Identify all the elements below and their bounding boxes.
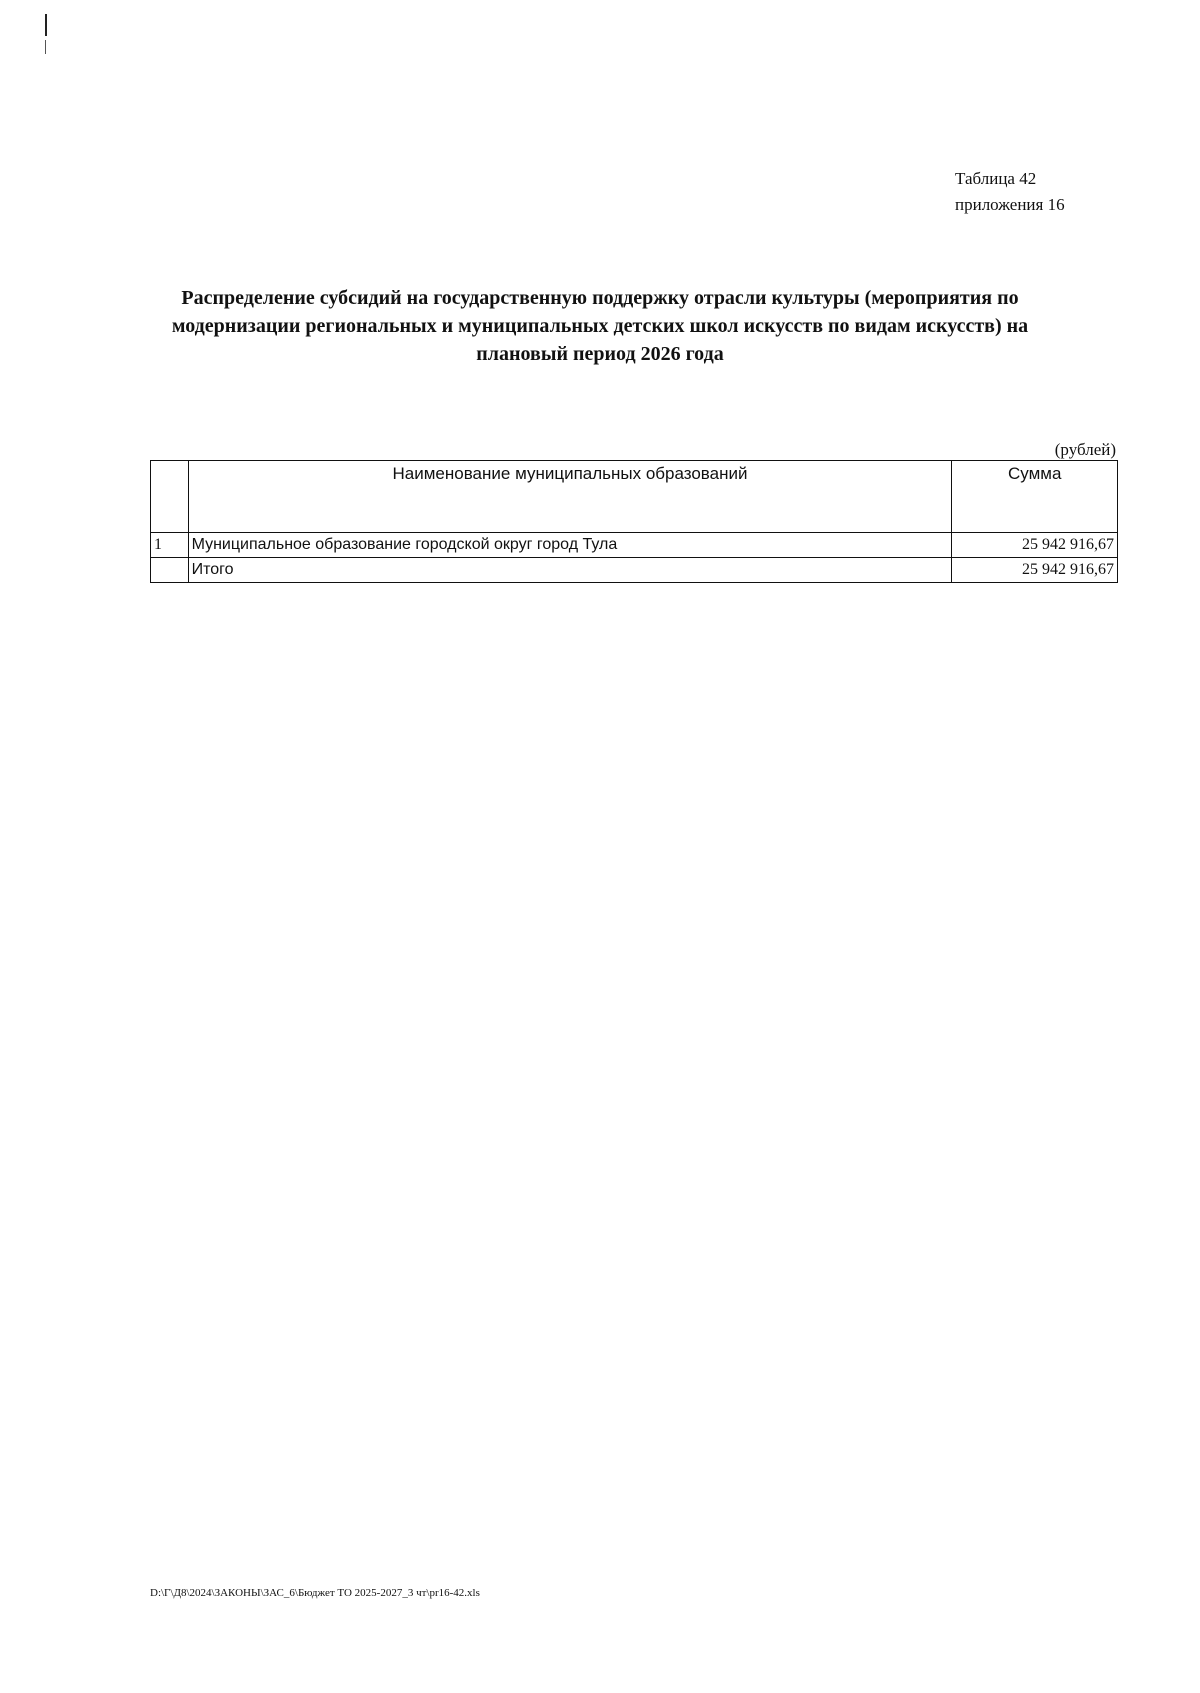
appendix-table-number: Таблица 42 xyxy=(955,169,1037,188)
title-line: Распределение субсидий на государственную поддержку отрасли культуры (мероприятия по xyxy=(181,287,1019,309)
scan-mark xyxy=(45,40,46,54)
row-total-label: Итого xyxy=(188,558,952,583)
units-label: (рублей) xyxy=(1054,440,1116,459)
row-number: 1 xyxy=(151,533,189,558)
document-title xyxy=(150,284,1050,368)
row-number xyxy=(151,558,189,583)
title-line: модернизации региональных и муниципальных детских школ искусств по видам искусств) на xyxy=(171,315,1029,337)
row-total-sum: 25 942 916,67 xyxy=(952,558,1118,583)
table-header-row xyxy=(151,461,1118,533)
scan-mark xyxy=(45,14,47,36)
row-municipality-name: Муниципальное образование городской округ город Тула xyxy=(188,533,952,558)
row-sum: 25 942 916,67 xyxy=(952,533,1118,558)
title-line: плановый период 2026 года xyxy=(476,343,724,365)
header-sum: Сумма xyxy=(952,461,1118,533)
table-row xyxy=(151,533,1118,558)
footer-file-path: D:\Г\Д8\2024\ЗАКОНЫ\ЗАС_6\Бюджет ТО 2025-2027_3 чт\pr16-42.xls xyxy=(150,1587,480,1599)
header-number xyxy=(151,461,189,533)
distribution-table xyxy=(150,460,1118,583)
appendix-reference xyxy=(955,166,1065,218)
header-municipality-name: Наименование муниципальных образований xyxy=(188,461,952,533)
table-total-row xyxy=(151,558,1118,583)
appendix-number: приложения 16 xyxy=(955,195,1065,214)
